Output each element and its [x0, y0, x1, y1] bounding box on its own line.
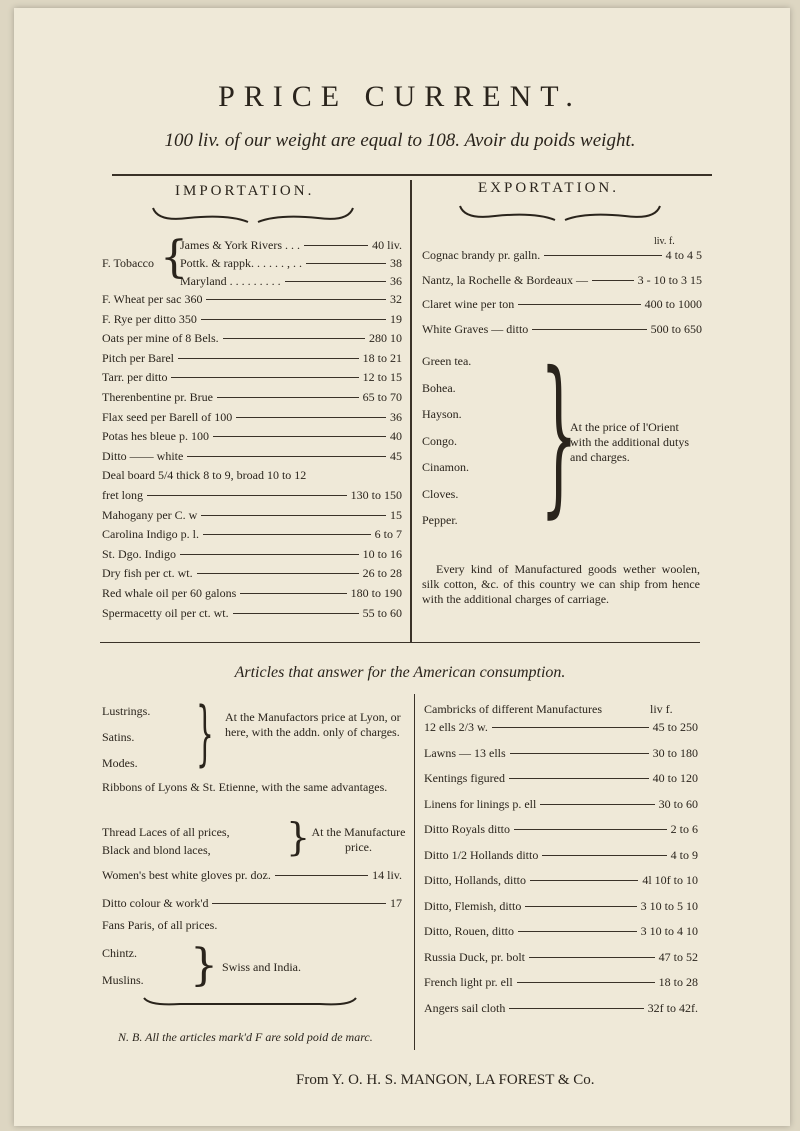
leader-line [509, 778, 649, 779]
leader-line [529, 957, 655, 958]
tobacco-row [180, 274, 402, 292]
leader-line [540, 804, 654, 805]
exportation-list [422, 248, 702, 346]
gloves-list [102, 868, 402, 924]
leader-line [285, 281, 386, 282]
cloth-row-label: Ditto 1/2 Hollands ditto [424, 847, 539, 862]
leader-line [530, 880, 638, 881]
cloth-row-label: Russia Duck, pr. bolt [424, 949, 525, 964]
silk-items [102, 704, 150, 782]
export-row-value: 4 to 4 5 [665, 248, 702, 262]
import-row [102, 508, 402, 528]
ribbons-text: Ribbons of Lyons & St. Etienne, with the same advantages. [102, 780, 388, 794]
tobacco-row-label: Pottk. & rappk. . . . . . , . . [180, 256, 302, 270]
export-row [422, 248, 702, 273]
nb-note: N. B. All the articles mark'd F are sold poid de marc. [118, 1030, 373, 1044]
import-row-label: Dry fish per ct. wt. [102, 566, 193, 581]
import-row-label: Pitch per Barel [102, 350, 174, 365]
leader-line [592, 280, 634, 281]
import-row [102, 390, 402, 410]
leader-line [201, 515, 386, 516]
cloth-row-value: 18 to 28 [658, 975, 698, 989]
export-row-label: White Graves — ditto [422, 321, 529, 336]
importation-heading: IMPORTATION. [175, 183, 315, 199]
tobacco-label: F. Tobacco [102, 256, 154, 270]
import-row [102, 429, 402, 449]
import-row-label: fret long [102, 487, 143, 502]
import-row [102, 566, 402, 586]
import-row-label: Tarr. per ditto [102, 370, 168, 385]
cloth-row-label: Ditto, Hollands, ditto [424, 873, 526, 887]
exportation-ornament [455, 200, 665, 224]
laces-note: At the Manufacture price. [311, 825, 406, 854]
import-row-value: 40 [390, 429, 402, 444]
import-row-value: 15 [390, 507, 402, 522]
leader-line [212, 903, 386, 904]
exportation-heading: EXPORTATION. [478, 180, 619, 196]
leader-line [240, 593, 346, 594]
leader-line [275, 875, 368, 876]
cloth-row-label: 12 ells 2/3 w. [424, 720, 488, 734]
import-row-value: 32 [390, 292, 402, 306]
cloth-row [424, 924, 698, 950]
import-row-value: 6 to 7 [374, 527, 402, 542]
orient-items [422, 354, 542, 540]
import-row [102, 547, 402, 567]
tobacco-row-value: 36 [390, 274, 402, 288]
import-row [102, 331, 402, 351]
export-row-label: Nantz, la Rochelle & Bordeaux — [422, 272, 588, 287]
glove-row [102, 868, 402, 896]
cloth-row-value: 2 to 6 [670, 822, 698, 836]
cloth-row-value: 45 to 250 [652, 720, 698, 734]
chintz-items [102, 946, 144, 1000]
cloth-row-label: Ditto, Rouen, ditto [424, 924, 514, 938]
cloth-row [424, 899, 698, 925]
american-ornament [140, 994, 360, 1010]
leader-line [178, 358, 359, 359]
import-row-value: 280 10 [369, 331, 402, 346]
cloth-row-label: French light pr. ell [424, 975, 513, 989]
cloth-row-value: 3 10 to 4 10 [640, 924, 698, 938]
orient-item: Hayson. [422, 407, 462, 421]
tobacco-row-value: 38 [390, 256, 402, 270]
cambricks-unit-header: liv f. [650, 702, 673, 716]
import-row-label: Carolina Indigo p. l. [102, 527, 199, 542]
import-row-value: 130 to 150 [350, 487, 402, 502]
import-row-value: 65 to 70 [362, 389, 402, 404]
tobacco-row-label: James & York Rivers . . . [180, 238, 301, 252]
cloth-row-value: 47 to 52 [658, 949, 698, 964]
tobacco-row [180, 256, 402, 274]
import-row [102, 488, 402, 508]
chintz-note: Swiss and India. [222, 960, 301, 974]
leader-line [304, 245, 368, 246]
orient-item: Congo. [422, 433, 458, 448]
cloth-row [424, 848, 698, 874]
import-row-value: 55 to 60 [362, 605, 402, 620]
cloth-row-value: 4l 10f to 10 [642, 873, 698, 887]
cloth-row [424, 771, 698, 797]
cambricks-label: Cambricks of different Manufactures [424, 702, 603, 716]
top-rule [112, 174, 712, 176]
lace-item: Black and blond laces, [102, 843, 211, 857]
import-row [102, 468, 402, 488]
leader-line [544, 255, 661, 256]
cloth-row [424, 720, 698, 746]
column-divider [410, 180, 412, 642]
cloth-row-label: Angers sail cloth [424, 1000, 506, 1015]
page-subtitle: 100 liv. of our weight are equal to 108. Avoir du poids weight. [164, 130, 636, 151]
import-row [102, 370, 402, 390]
leader-line [532, 329, 646, 330]
import-row [102, 410, 402, 430]
tobacco-row [180, 238, 402, 256]
import-row-value: 19 [390, 311, 402, 326]
import-row [102, 449, 402, 469]
import-row-label: St. Dgo. Indigo [102, 546, 177, 561]
lace-item: Thread Laces of all prices, [102, 825, 230, 839]
leader-line [213, 436, 386, 437]
leader-line [233, 613, 359, 614]
leader-line [509, 1008, 643, 1009]
export-row-value: 3 - 10 to 3 15 [637, 272, 702, 287]
cloth-row-value: 30 to 60 [658, 796, 698, 811]
importation-list [102, 292, 402, 625]
export-unit-header: liv. f. [654, 236, 675, 247]
import-row-label: F. Rye per ditto 350 [102, 311, 197, 326]
chintz-item: Chintz. [102, 946, 137, 960]
cloth-row [424, 950, 698, 976]
manufactured-note: Every kind of Manufactured goods wether woolen, silk cotton, &c. of this country we can ship from hence with the additional charges of carriage. [422, 562, 700, 606]
import-row [102, 312, 402, 332]
leader-line [510, 753, 649, 754]
leader-line [518, 304, 640, 305]
import-row-value: 18 to 21 [362, 350, 402, 365]
cloth-row [424, 797, 698, 823]
laces-brace: } [286, 815, 311, 859]
import-row [102, 586, 402, 606]
importation-ornament [148, 202, 358, 226]
orient-note: At the price of l'Orient with the additional dutys and charges. [570, 420, 689, 464]
tobacco-brace: { [160, 232, 188, 283]
american-divider [414, 694, 415, 1050]
mid-rule [100, 642, 700, 643]
cloth-row [424, 1001, 698, 1027]
import-row-label: Ditto —— white [102, 448, 184, 463]
cloth-row-label: Lawns — 13 ells [424, 745, 506, 760]
cloth-row-value: 32f to 42f. [647, 1000, 698, 1015]
import-row-label: Red whale oil per 60 galons [102, 585, 237, 600]
leader-line [171, 377, 358, 378]
silk-item: Satins. [102, 730, 135, 744]
cloth-row [424, 746, 698, 772]
american-heading: Articles that answer for the American consumption. [234, 664, 566, 681]
import-row-value: 36 [390, 409, 402, 424]
laces-items [102, 825, 230, 861]
cloth-row-value: 4 to 9 [670, 847, 698, 862]
orient-item: Bohea. [422, 380, 456, 395]
import-row-value: 10 to 16 [362, 546, 402, 561]
import-row [102, 292, 402, 312]
chintz-item: Muslins. [102, 973, 144, 987]
tobacco-row-label: Maryland . . . . . . . . . [180, 274, 281, 288]
export-row-label: Claret wine per ton [422, 297, 515, 311]
glove-row-value: 17 [390, 896, 402, 910]
leader-line [236, 417, 386, 418]
import-row-label: Therenbentine pr. Brue [102, 389, 213, 404]
glove-row-label: Ditto colour & work'd [102, 896, 209, 910]
leader-line [197, 573, 359, 574]
export-row [422, 297, 702, 322]
cloth-row-value: 40 to 120 [652, 771, 698, 785]
leader-line [492, 727, 649, 728]
american-right-list [424, 720, 698, 1026]
leader-line [217, 397, 359, 398]
leader-line [518, 931, 637, 932]
import-row-value: 180 to 190 [350, 585, 402, 600]
silk-note: At the Manufactors price at Lyon, or here, with the addn. only of charges. [225, 710, 401, 739]
leader-line [180, 554, 359, 555]
silk-brace: } [196, 692, 214, 774]
leader-line [514, 829, 667, 830]
cloth-row-label: Linens for linings p. ell [424, 796, 537, 811]
silk-item: Lustrings. [102, 704, 151, 718]
import-row [102, 351, 402, 371]
import-row [102, 527, 402, 547]
export-row-label: Cognac brandy pr. galln. [422, 248, 541, 262]
fans-text: Fans Paris, of all prices. [102, 918, 218, 932]
orient-item: Green tea. [422, 354, 472, 368]
cloth-row-value: 30 to 180 [652, 745, 698, 760]
cloth-row-label: Ditto Royals ditto [424, 822, 511, 836]
leader-line [525, 906, 636, 907]
import-row-label: Oats per mine of 8 Bels. [102, 331, 219, 346]
import-row-label: F. Wheat per sac 360 [102, 292, 203, 306]
page-title: PRICE CURRENT. [218, 80, 582, 113]
footer-signature: From Y. O. H. S. MANGON, LA FOREST & Co. [296, 1072, 595, 1088]
glove-row-value: 14 liv. [372, 868, 402, 882]
export-row-value: 500 to 650 [650, 321, 702, 336]
silk-item: Modes. [102, 756, 138, 770]
orient-brace: } [540, 336, 578, 534]
import-row-label: Potas hes bleue p. 100 [102, 429, 209, 444]
orient-item: Cinamon. [422, 460, 469, 474]
leader-line [306, 263, 386, 264]
tobacco-list [180, 238, 402, 292]
leader-line [517, 982, 655, 983]
import-row-label: Mahogany per C. w [102, 507, 198, 522]
cloth-row [424, 873, 698, 899]
orient-item: Cloves. [422, 486, 459, 501]
leader-line [187, 456, 386, 457]
leader-line [201, 319, 386, 320]
export-row [422, 273, 702, 298]
import-row-value: 45 [390, 448, 402, 463]
cloth-row-value: 3 10 to 5 10 [640, 898, 698, 913]
leader-line [223, 338, 365, 339]
import-row [102, 606, 402, 626]
chintz-brace: } [190, 940, 218, 991]
import-row-value: 12 to 15 [362, 370, 402, 385]
import-row-value: 26 to 28 [362, 566, 402, 581]
import-row-label: Spermacetty oil per ct. wt. [102, 605, 229, 620]
cloth-row-label: Ditto, Flemish, ditto [424, 898, 522, 913]
leader-line [203, 534, 371, 535]
orient-item: Pepper. [422, 513, 458, 527]
export-row-value: 400 to 1000 [644, 297, 702, 311]
import-row-label: Flax seed per Barell of 100 [102, 409, 233, 424]
glove-row-label: Women's best white gloves pr. doz. [102, 868, 271, 882]
import-row-label: Deal board 5/4 thick 8 to 9, broad 10 to 12 [102, 468, 307, 483]
leader-line [542, 855, 666, 856]
cloth-row [424, 975, 698, 1001]
cloth-row-label: Kentings figured [424, 771, 505, 785]
leader-line [206, 299, 386, 300]
tobacco-row-value: 40 liv. [372, 238, 402, 252]
cloth-row [424, 822, 698, 848]
leader-line [147, 495, 347, 496]
